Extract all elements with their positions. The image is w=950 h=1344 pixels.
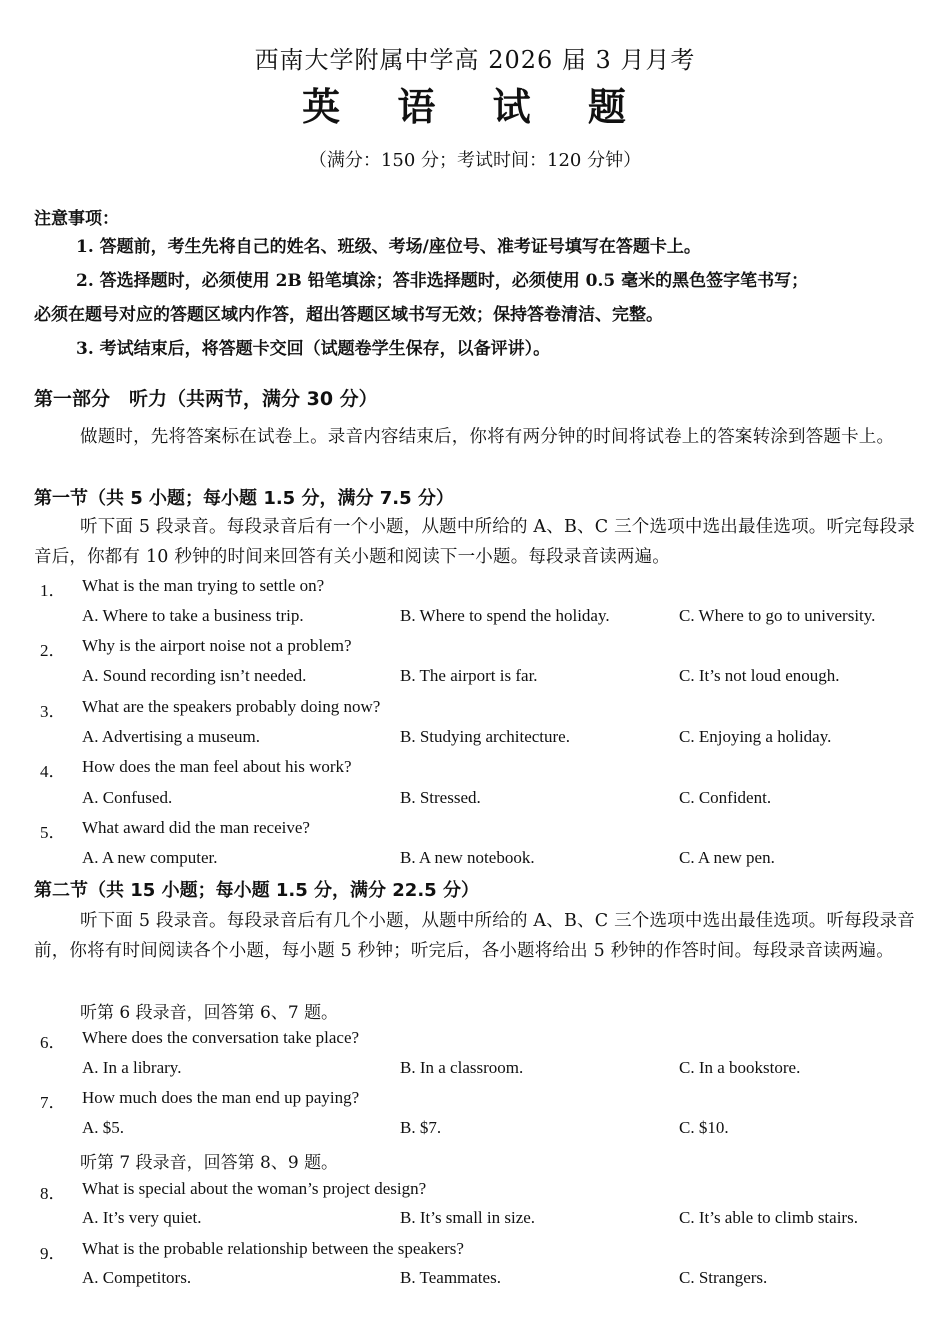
option-b: B. Teammates. [400, 1268, 501, 1287]
option-a: A. Confused. [82, 788, 173, 807]
option-b: B. Studying architecture. [400, 727, 570, 746]
option-b: B. Stressed. [400, 788, 481, 807]
exam-info: （满分：150 分；考试时间：120 分钟） [308, 150, 642, 171]
recording-6-label: 听第 6 段录音，回答第 6、7 题。 [80, 1003, 339, 1023]
question-5 [34, 818, 929, 848]
question-number: 3． [40, 702, 66, 721]
section1-instructions: 听下面 5 段录音。每段录音后有一个小题，从题中所给的 A、B、C 三个选项中选出最佳选项。听完每段录音后，你都有 10 秒钟的时间来回答有关小题和阅读下一小题。每段录音读两遍。 [34, 517, 915, 567]
option-b: B. A new notebook. [400, 848, 535, 867]
question-2 [34, 636, 929, 666]
note-item-2-cont: 必须在题号对应的答题区域内作答，超出答题区域书写无效；保持答卷清洁、完整。 [34, 305, 663, 325]
option-c: C. Enjoying a holiday. [679, 727, 832, 746]
question-number: 4． [40, 762, 66, 781]
question-text: What award did the man receive? [82, 818, 310, 837]
question-text: How does the man feel about his work? [82, 757, 352, 776]
question-number: 1． [40, 581, 66, 600]
subject-title: 英 语 试 题 [302, 85, 648, 129]
options-1 [34, 606, 929, 636]
section2-title: 第二节（共 15 小题；每小题 1.5 分，满分 22.5 分） [34, 880, 479, 901]
option-a: A. Competitors. [82, 1268, 192, 1287]
note-item-2: 2. 答选择题时，必须使用 2B 铅笔填涂；答非选择题时，必须使用 0.5 毫米的黑色签字笔书写； [76, 271, 809, 291]
options-6 [34, 1058, 929, 1088]
option-b: B. It’s small in size. [400, 1208, 536, 1227]
option-a: A. Where to take a business trip. [82, 606, 304, 625]
option-b: B. Where to spend the holiday. [400, 606, 610, 625]
option-c: C. In a bookstore. [679, 1058, 801, 1077]
options-9 [34, 1268, 929, 1298]
question-number: 8． [40, 1184, 66, 1203]
question-text: Where does the conversation take place? [82, 1028, 360, 1047]
options-7 [34, 1118, 929, 1148]
option-c: C. $10. [679, 1118, 729, 1137]
options-4 [34, 788, 929, 818]
option-c: C. Strangers. [679, 1268, 768, 1287]
question-number: 2． [40, 641, 66, 660]
option-c: C. Confident. [679, 788, 772, 807]
options-5 [34, 848, 929, 878]
option-a: A. Sound recording isn’t needed. [82, 666, 307, 685]
section1-title: 第一节（共 5 小题；每小题 1.5 分，满分 7.5 分） [34, 488, 454, 509]
option-a: A. It’s very quiet. [82, 1208, 202, 1227]
option-c: C. It’s able to climb stairs. [679, 1208, 858, 1227]
recording-7-label: 听第 7 段录音，回答第 8、9 题。 [80, 1153, 339, 1173]
option-c: C. A new pen. [679, 848, 775, 867]
options-8 [34, 1208, 929, 1238]
question-1 [34, 576, 929, 606]
option-a: A. In a library. [82, 1058, 182, 1077]
notes-title: 注意事项： [34, 209, 119, 229]
question-7 [34, 1088, 929, 1118]
note-item-3: 3. 考试结束后，将答题卡交回（试题卷学生保存，以备评讲）。 [76, 339, 551, 359]
option-b: B. In a classroom. [400, 1058, 524, 1077]
section2-instructions: 听下面 5 段录音。每段录音后有几个小题，从题中所给的 A、B、C 三个选项中选出最佳选项。听每段录音前，你将有时间阅读各个小题，每小题 5 秒钟；听完后，各小题将给出 5 秒钟的作答时间。每段录音读两遍。 [34, 911, 915, 961]
question-text: What are the speakers probably doing now? [82, 697, 381, 716]
option-a: A. A new computer. [82, 848, 218, 867]
option-b: B. $7. [400, 1118, 442, 1137]
question-6 [34, 1028, 929, 1058]
question-number: 6． [40, 1033, 66, 1052]
option-c: C. Where to go to university. [679, 606, 876, 625]
option-a: A. Advertising a museum. [82, 727, 261, 746]
part1-intro: 做题时，先将答案标在试卷上。录音内容结束后，你将有两分钟的时间将试卷上的答案转涂到答题卡上。 [80, 427, 895, 447]
question-text: What is the probable relationship between the speakers? [82, 1239, 464, 1258]
question-3 [34, 697, 929, 727]
school-title: 西南大学附属中学高 2026 届 3 月月考 [254, 46, 696, 74]
options-3 [34, 727, 929, 757]
question-text: How much does the man end up paying? [82, 1088, 360, 1107]
question-number: 5． [40, 823, 66, 842]
question-8 [34, 1179, 929, 1209]
option-c: C. It’s not loud enough. [679, 666, 840, 685]
question-text: What is special about the woman’s project design? [82, 1179, 427, 1198]
question-number: 7． [40, 1093, 66, 1112]
question-text: What is the man trying to settle on? [82, 576, 325, 595]
question-number: 9． [40, 1244, 66, 1263]
question-4 [34, 757, 929, 787]
note-item-1: 1. 答题前，考生先将自己的姓名、班级、考场/座位号、准考证号填写在答题卡上。 [76, 237, 701, 257]
options-2 [34, 666, 929, 696]
part1-title: 第一部分 听力（共两节，满分 30 分） [34, 388, 378, 410]
question-text: Why is the airport noise not a problem? [82, 636, 352, 655]
option-b: B. The airport is far. [400, 666, 538, 685]
question-9 [34, 1239, 929, 1269]
option-a: A. $5. [82, 1118, 125, 1137]
